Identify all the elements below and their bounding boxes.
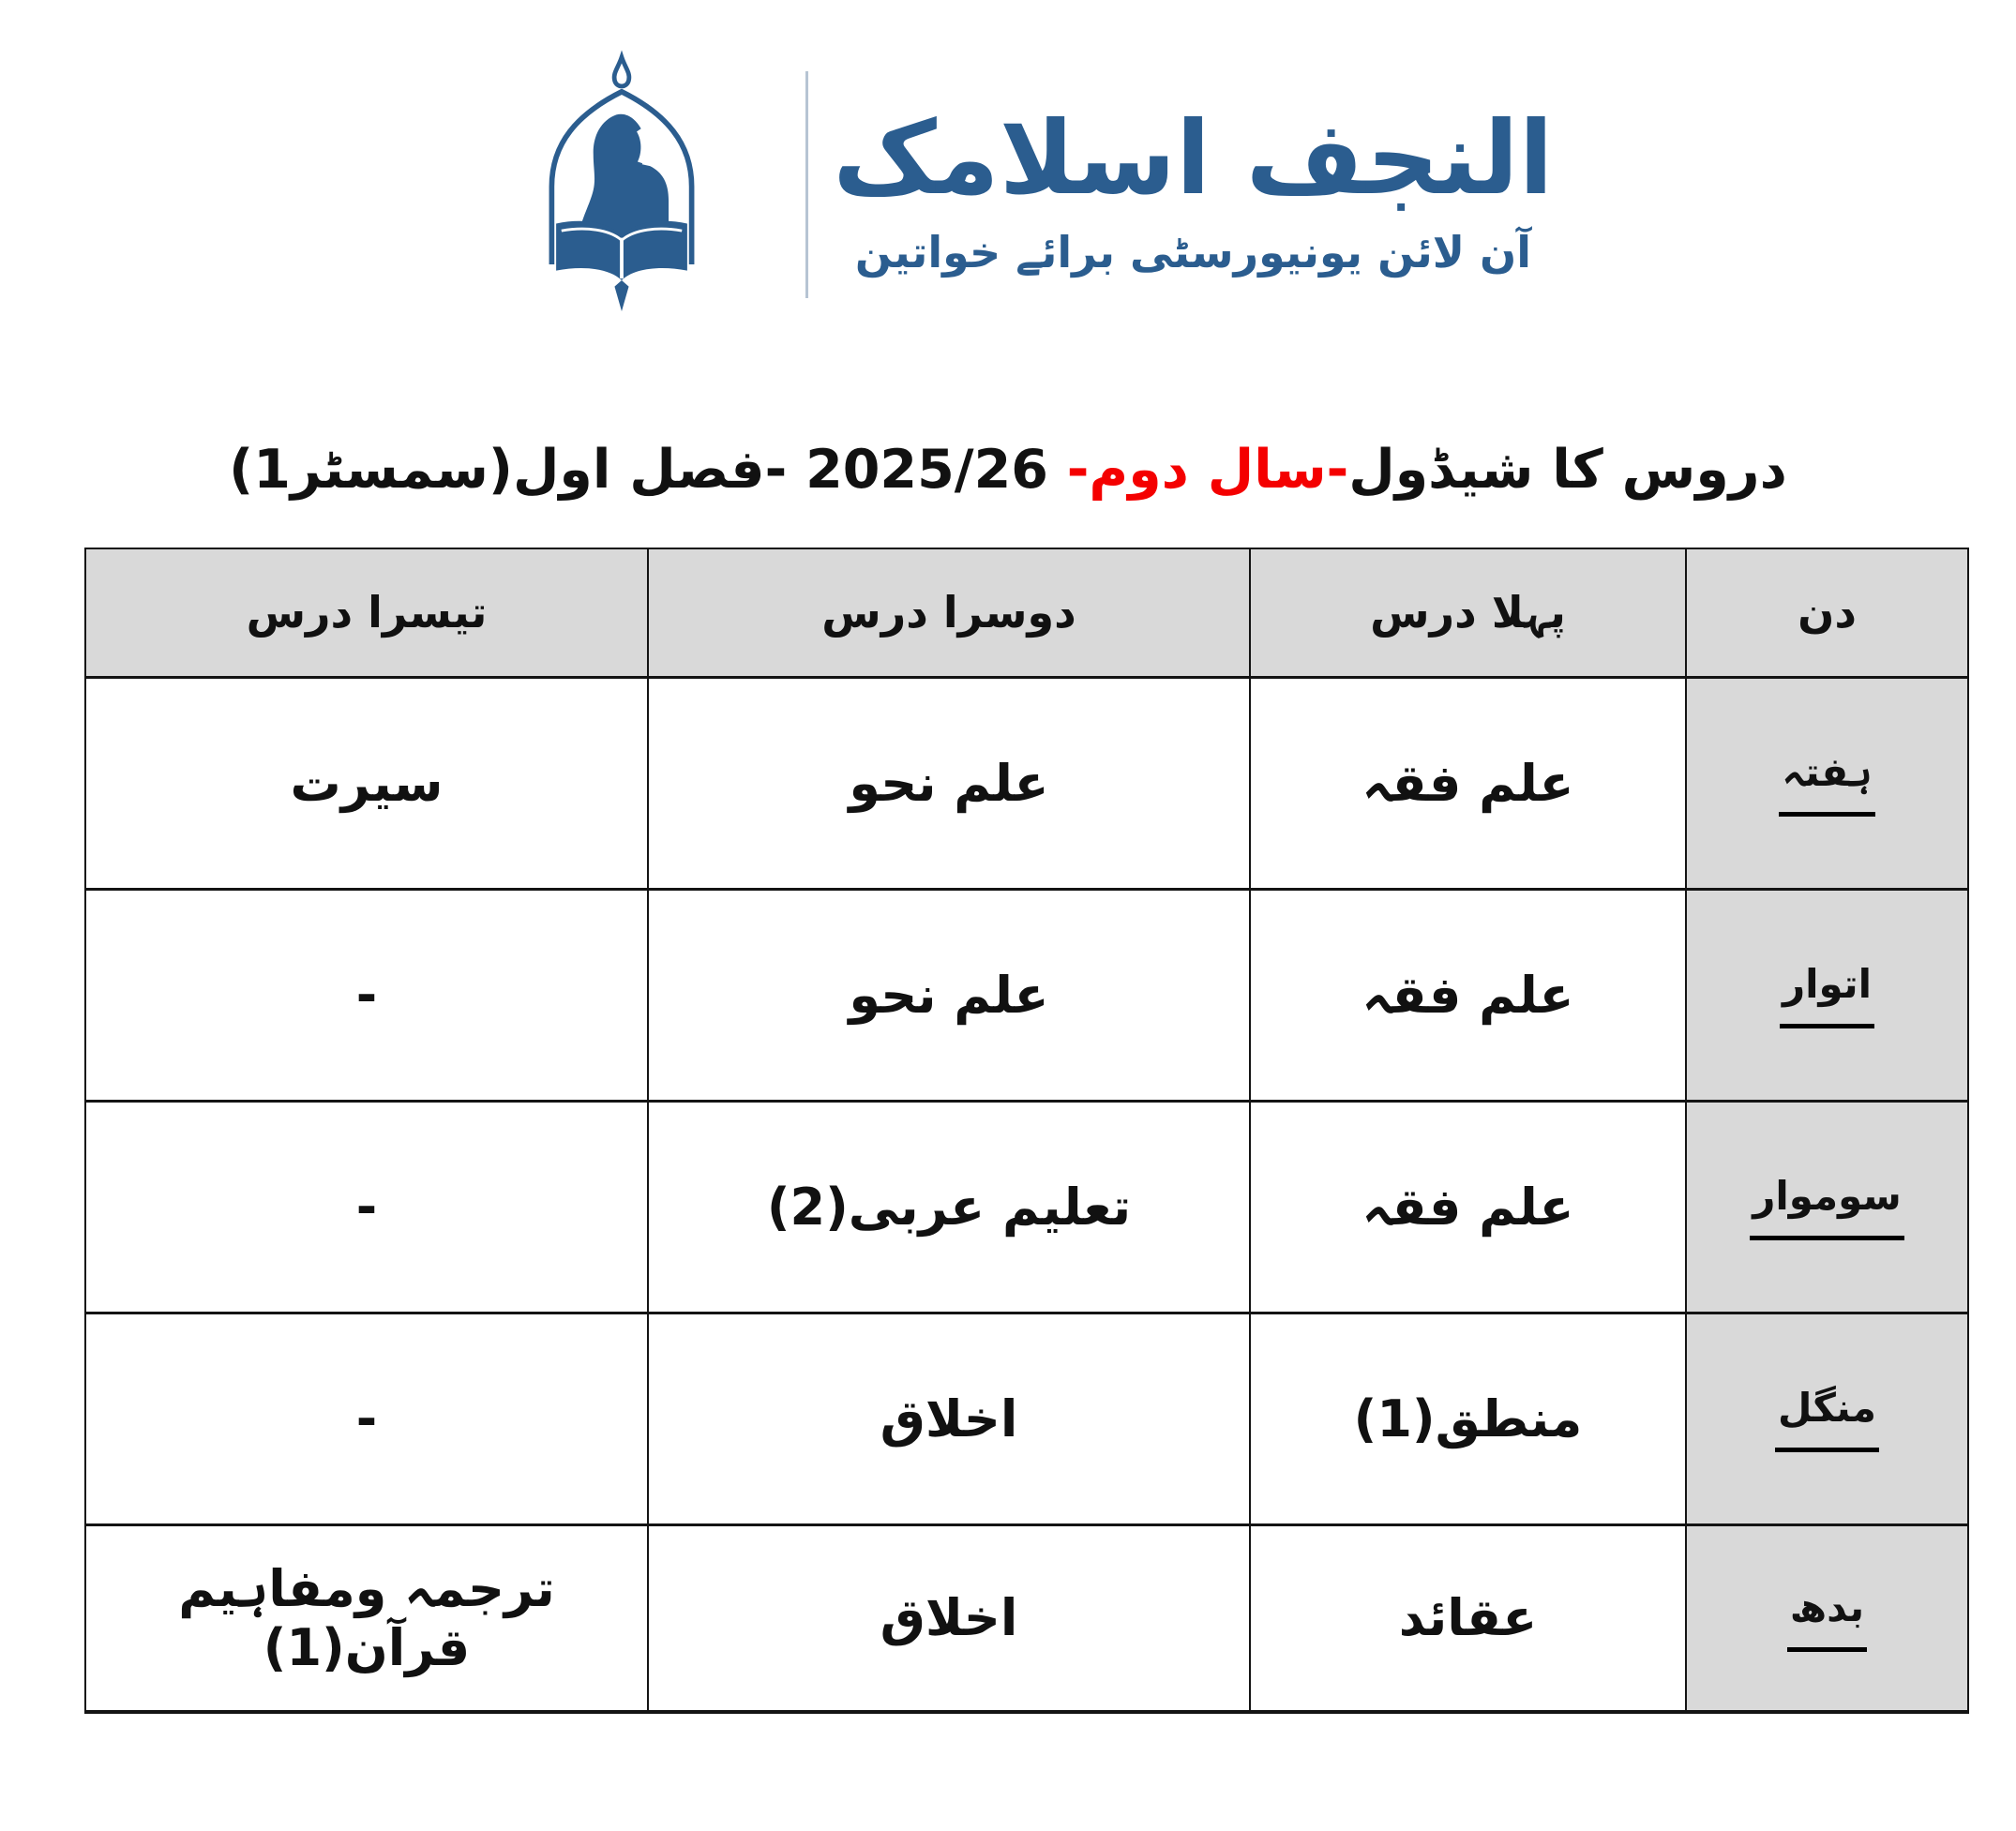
cell-lesson1: منطق(1) (1250, 1313, 1686, 1524)
header-cell-lesson1: پہلا درس (1250, 548, 1686, 677)
cell-lesson3: - (85, 889, 648, 1101)
day-label: بدھ (1787, 1584, 1867, 1652)
cell-lesson1: علم فقہ (1250, 1101, 1686, 1313)
row-monday (85, 1101, 1968, 1313)
day-label: منگل (1775, 1385, 1879, 1452)
university-logo (0, 0, 2016, 321)
cell-day (1686, 1524, 1968, 1712)
row-tuesday (85, 1313, 1968, 1524)
mosque-dome-woman-reading-book-icon (462, 49, 781, 321)
cell-lesson3: - (85, 1313, 648, 1524)
university-name: النجف اسلامک (833, 99, 1554, 218)
cell-lesson3: ترجمہ ومفاہیم قرآن(1) (85, 1524, 648, 1712)
cell-lesson1: علم فقہ (1250, 889, 1686, 1101)
cell-lesson1: عقائد (1250, 1524, 1686, 1712)
title-year-two-text: -سال دوم- (1066, 439, 1349, 501)
page-title (0, 435, 2016, 504)
table-header-row (85, 548, 1968, 677)
header-cell-day: دن (1686, 548, 1968, 677)
cell-lesson2: اخلاق (648, 1524, 1250, 1712)
cell-lesson3: سیرت (85, 677, 648, 889)
title-semester-text: -فصل اول(سمسٹر1) (229, 439, 788, 501)
row-sunday (85, 889, 1968, 1101)
day-label: ہفتہ (1779, 749, 1875, 817)
university-tagline: آن لائن یونیورسٹی برائے خواتین (854, 227, 1532, 278)
cell-lesson2: اخلاق (648, 1313, 1250, 1524)
cell-lesson2: تعلیم عربی(2) (648, 1101, 1250, 1313)
header-cell-lesson2: دوسرا درس (648, 548, 1250, 677)
cell-day (1686, 1101, 1968, 1313)
title-schedule-text: دروس کا شیڈول (1348, 439, 1787, 501)
day-label: اتوار (1780, 961, 1874, 1028)
cell-lesson2: علم نحو (648, 677, 1250, 889)
cell-lesson1: علم فقہ (1250, 677, 1686, 889)
cell-day (1686, 1313, 1968, 1524)
cell-lesson2: علم نحو (648, 889, 1250, 1101)
woman-silhouette (578, 114, 669, 240)
row-wednesday (85, 1524, 1968, 1712)
cell-lesson3: - (85, 1101, 648, 1313)
cell-day (1686, 677, 1968, 889)
schedule-table (84, 548, 1969, 1714)
header-cell-lesson3: تیسرا درس (85, 548, 648, 677)
day-label: سوموار (1750, 1173, 1904, 1240)
row-saturday (85, 677, 1968, 889)
logo-divider (805, 71, 808, 298)
cell-day (1686, 889, 1968, 1101)
title-session-years: 2025/26 (787, 439, 1067, 501)
